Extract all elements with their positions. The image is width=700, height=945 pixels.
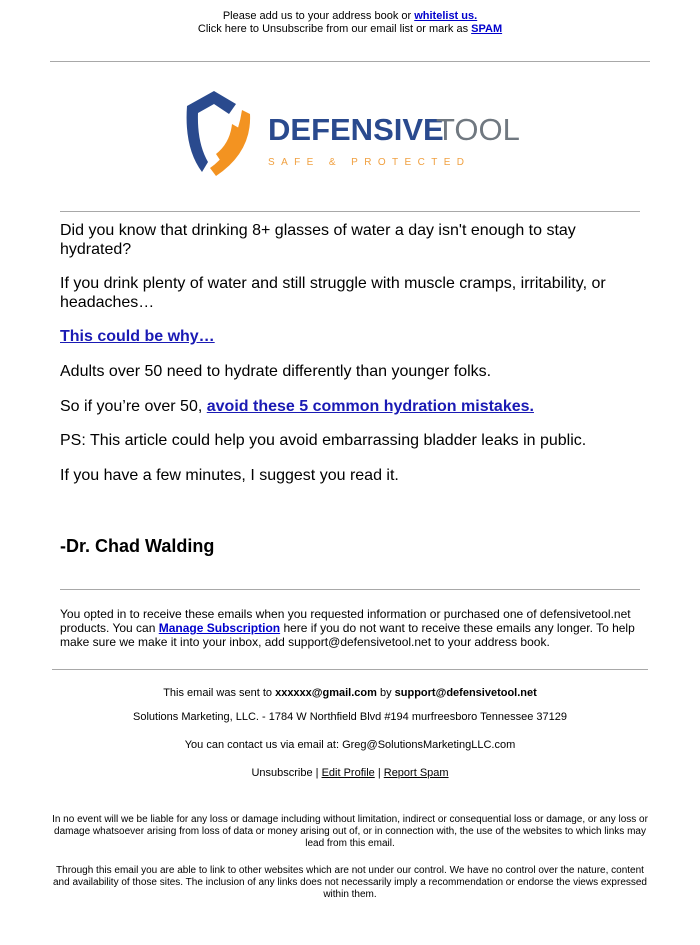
- report-spam-link[interactable]: Report Spam: [383, 767, 449, 779]
- whitelist-link[interactable]: whitelist us.: [414, 10, 478, 22]
- header-divider: [60, 211, 640, 212]
- company-address: Solutions Marketing, LLC. - 1784 W Northfield Blvd #194 murfreesboro Tennessee 37129: [133, 711, 567, 723]
- logo-brand-bold: DEFENSIVE: [268, 112, 444, 147]
- signature-divider: [60, 589, 640, 590]
- top-notice: [0, 0, 700, 36]
- body-paragraph-5: PS: This article could help you avoid embarrassing bladder leaks in public.: [60, 432, 587, 449]
- top-divider: [50, 61, 650, 62]
- footer-divider: [52, 669, 648, 670]
- external-links-disclaimer: Through this email you are able to link to other websites which are not under our control. We have no control over the nature, content and availability of those sites. The inclusion of any links does not necessarily imply a recommendation or endorse the views expressed within them.: [52, 865, 647, 900]
- body-paragraph-1: Did you know that drinking 8+ glasses of water a day isn't enough to stay hydrated?: [60, 222, 576, 258]
- logo-brand-light: TOOL: [436, 112, 520, 147]
- optin-notice: You opted in to receive these emails when you requested information or purchased one of defensivetool.net products. You can Manage Subscription here if you do not want to receive these emails any longer. To help make sure we make it into your inbox, add support@defensivetool.net to your address book.: [60, 607, 635, 649]
- top-notice-line1: [0, 10, 700, 23]
- shield-icon: [187, 91, 251, 176]
- contact-line: You can contact us via email at: Greg@SolutionsMarketingLLC.com: [184, 739, 516, 751]
- body-paragraph-3: Adults over 50 need to hydrate differently than younger folks.: [60, 363, 492, 380]
- body-paragraph-6: If you have a few minutes, I suggest you read it.: [60, 467, 399, 484]
- body-link-paragraph: [60, 327, 640, 346]
- logo-graphic: [184, 88, 544, 180]
- body-paragraph-2: If you drink plenty of water and still struggle with muscle cramps, irritability, or headaches…: [60, 275, 606, 311]
- liability-disclaimer: In no event will we be liable for any loss or damage including without limitation, indirect or consequential loss or damage, or any loss or damage whatsoever arising from loss of data or money arising out of, or in connection with, the use of the websites to which links may lead from this email.: [52, 814, 648, 849]
- footer-links: Unsubscribe | Edit Profile | Report Spam: [251, 767, 449, 779]
- recipient-email: xxxxxx@gmail.com: [275, 687, 377, 699]
- top-notice-text1: Please add us to your address book or: [222, 10, 415, 22]
- signature: -Dr. Chad Walding: [60, 536, 215, 556]
- top-notice-text2: Click here to Unsubscribe from our email list or mark as: [197, 23, 472, 35]
- sender-email: support@defensivetool.net: [394, 687, 537, 699]
- logo-tagline: SAFE & PROTECTED: [268, 157, 471, 168]
- this-could-be-why-link[interactable]: This could be why…: [60, 328, 215, 345]
- spam-link[interactable]: SPAM: [471, 23, 503, 35]
- top-notice-line2: [0, 23, 700, 36]
- hydration-mistakes-link[interactable]: avoid these 5 common hydration mistakes.: [206, 398, 534, 415]
- sent-to-line: This email was sent to xxxxxx@gmail.com by support@defensivetool.net: [163, 687, 537, 699]
- unsubscribe-text[interactable]: Unsubscribe: [251, 767, 313, 779]
- edit-profile-link[interactable]: Edit Profile: [321, 767, 375, 779]
- manage-subscription-link[interactable]: Manage Subscription: [158, 621, 281, 635]
- defensivetool-logo[interactable]: [184, 88, 544, 180]
- body-paragraph-4: So if you’re over 50, avoid these 5 common hydration mistakes.: [60, 398, 534, 415]
